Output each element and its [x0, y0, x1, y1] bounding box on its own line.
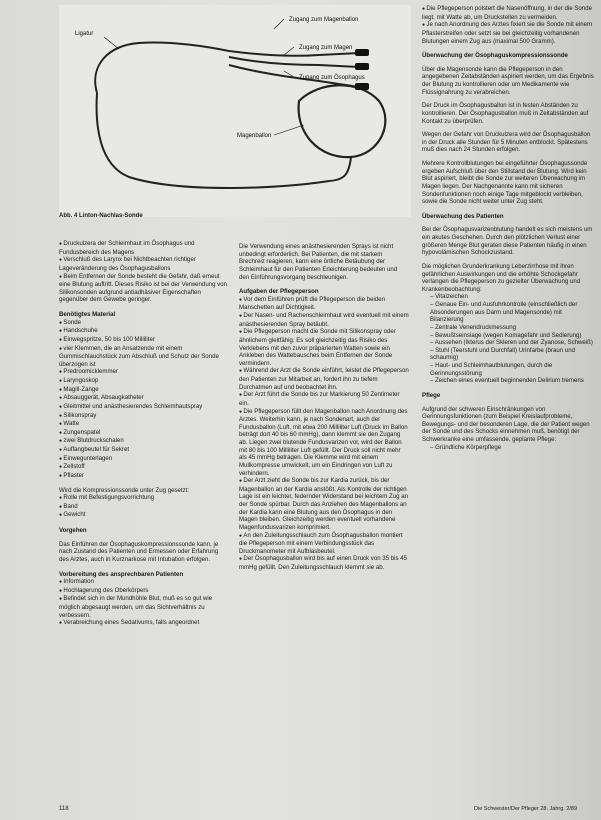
paragraph: Die möglichen Grunderkrankung Leberzirrhose mit ihren gefährlichen Auswirkungen und die erhöhte Schockgefahr verlangen die Pflegeperson zu gezielter Überwachung und Krankenbeobachtung:	[422, 262, 581, 293]
section-heading: Vorgehen	[59, 527, 87, 534]
bullet-item: ● Verschluß des Larynx bei Nichtbeachten richtiger Lageveränderung des Ösophagusballons	[59, 256, 229, 272]
bullet-item: ● Einwegunterlagen	[59, 455, 229, 464]
bullet-item: ● Absauggerät, Absaugkatheter	[59, 394, 229, 403]
bullet-item: ● vier Klemmen, die an Ansatzende mit einem Gummischlauchstück zum Abschluß und Schutz der Sonde überzogen ist	[59, 345, 229, 369]
bullet-item: ● Pflaster	[59, 472, 229, 481]
bullet-item: ● Band	[59, 503, 229, 512]
bullet-item: ● Einwegspritze, 50 bis 100 Milliliter	[59, 336, 229, 345]
bullet-item: ● zwei Blutdruckschalen	[59, 437, 229, 446]
paragraph: Das Einführen der Ösophaguskompressionssonde kann, je nach Zustand des Patienten und Ermessen oder Erfahrung des Arztes, auch in Kurznarkose mit Intubation erfolgen.	[59, 540, 219, 563]
dash-item: – Gründliche Körperpflege	[430, 443, 502, 451]
bullet-item: ● Zungenspatel	[59, 429, 229, 438]
label-ligatur: Ligatur	[75, 31, 94, 37]
bullet-item: ● Die Pflegeperson polstert die Nasenöffnung, in der die Sonde liegt, mit Watte ab, um Druckstellen zu vermeiden.	[422, 5, 596, 21]
dash-item: – Stuhl (Teerstuhl und Durchfall) Urinfarbe (braun und schaumig)	[430, 346, 575, 362]
bullet-item: ● Beim Entfernen der Sonde besteht die Gefahr, daß erneut eine Blutung auftritt. Dieses Risiko ist bei der Verwendung von Silikonsonden aufgrund antiadhäsiver Eigenschaften gegenüber dem Gewebe geringer.	[59, 273, 229, 305]
column-1-text	[59, 240, 229, 628]
figure-caption: Abb. 4 Linton-Nachlas-Sonde	[59, 213, 143, 219]
paragraph: Der Druck im Ösophagusballon ist in festen Abständen zu kontrollieren. Der Ösophagusballon muß in Zeitabständen auf Kontakt zu überprüfen.	[422, 102, 589, 125]
paragraph: Die Verwendung eines anästhesierenden Sprays ist nicht unbedingt erforderlich. Bei Patienten, die mit starkem Brechreiz reagieren, kann eine örtliche Betäubung der Schleimhaut für den Patienten Erleichterung bedeuten und den Einführungsvorgang beschleunigen.	[239, 243, 398, 281]
label-oesophagus-zugang: Zugang zum Ösophagus	[299, 75, 365, 81]
bullet-item: ● Der Nasen- und Rachenschleimhaut wird eventuell mit einem anästhesierenden Spray betäubt.	[239, 312, 409, 328]
dash-item: – Genaue Ein- und Ausfuhrkontrolle (einschließlich der Absonderungen aus Darm und Magensonde) mit Bilanzierung	[430, 301, 578, 324]
bullet-item: ● Befindet sich in der Mundhöhle Blut, muß es so gut wie möglich abgesaugt werden, um das Sichtverhältnis zu verbessern.	[59, 595, 229, 619]
bullet-item: ● Gewicht	[59, 511, 229, 520]
paragraph: Aufgrund der schweren Einschränkungen von Gerinnungsfunktionen (zum Beispiel Kreislaufprobleme, Bewegungs- und der besonderen Lage, die der Patient wegen der Sonde und des Schocks einnehmen muß, benötigt der Schwerkranke eine umfassende, geplante Pflege:	[422, 405, 590, 443]
column-3-text	[422, 5, 596, 451]
bullet-item: ● Druckulzera der Schleimhaut im Ösophagus und Fundusbereich des Magens	[59, 240, 229, 256]
bullet-item: ● Verabreichung eines Sedativums, falls angeordnet	[59, 619, 229, 628]
paragraph: Bei der Ösophagusvarizenblutung handelt es sich meistens um ein akutes Geschehen. Durch den plötzlichen Verlust einer größeren Menge Blut geraten diese Patienten häufig in einen hypovolämischen Schockzustand.	[422, 226, 593, 257]
dash-item: – Zentrale Venendruckmessung	[430, 323, 517, 331]
bullet-item: ● Auffangbeutel für Sekret	[59, 446, 229, 455]
figure-sonde	[59, 5, 411, 217]
section-heading: Überwachung der Ösophaguskompressionssonde	[422, 52, 568, 60]
bullet-item: ● Je nach Anordnung des Arztes fixiert sie die Sonde mit einem Pflasterstreifen oder setzt sie bei gleichzeitig vorhandenen Blutungen einem Zug aus (maximal 500 Gramm).	[422, 21, 596, 45]
dash-item: – Aussehen (Ikterus der Skleren und der Zyanose, Schweiß)	[430, 339, 593, 347]
section-heading: Überwachung des Patienten	[422, 212, 504, 220]
bullet-item: ● Predroomicklemmer	[59, 368, 229, 377]
bullet-item: ● Rolle mit Befestigungsvorrichtung	[59, 494, 229, 503]
paragraph: Wegen der Gefahr von Druckulzera wird der Ösophagusballon in der Druck alle Stunden für 5 Minuten entblockt. Spätestens muß dies nach 24 Stunden erfolgen.	[422, 131, 591, 154]
label-magenballon: Magenballon	[237, 133, 272, 139]
section-heading: Vorbereitung des ansprechbaren Patienten	[59, 570, 184, 578]
label-magen-zugang: Zugang zum Magen	[299, 45, 353, 51]
paragraph: Über die Magensonde kann die Pflegeperson in den angegebenen Zeitabständen aspiriert werden, um das Ergebnis der Blutung zu kontrollieren oder um Medikamente wie Flüssignahrung zu verabreichen.	[422, 65, 594, 96]
column-2-text	[239, 237, 409, 572]
bullet-item: ● Die Pflegeperson füllt den Magenballon nach Anordnung des Arztes. Weiterhin kann, je nach Sondenart, auch der Fundusballon (Luft, mit etwa 200 Milliliter Luft (Druck im Ballon beträgt dort 40 bis 60 mmHg), dann klemmt sie den Zugang ab. Liegen zwei blutende Fundusvarizen vor, wird der Ballon mit 80 bis 100 Milliliter Luft gefüllt. Der Druck soll nicht mehr als 45 mmHg betragen. Die Klemme wird mit einem Mullkompresse umwickelt, um ein Eindringen von Luft zu verhindern.	[239, 408, 409, 478]
bullet-item: ● Der Ösophagusballon wird bis auf einen Druck von 35 bis 45 mmHg gefüllt. Den Zuleitungsschlauch klemmt sie ab.	[239, 555, 409, 571]
paragraph: Mehrere Kontrollblutungen bei eingeführter Ösophagussonde ergeben Aufschluß über den Stillstand der Blutung. Wird kein Blut aspiriert, bleibt die Sonde zur weiteren Überwachung im Magen liegen. Der Nachgenannte kann mit sicheren Sondenfunktionen noch einige Tage mitgeblockt verbleiben, sowie die Sonde nicht weiter unter Zug steht.	[422, 160, 588, 206]
section-heading: Aufgaben der Pflegeperson	[239, 288, 319, 296]
dash-item: – Haut- und Schleimhautblutungen, durch die Gerinnungsstörung	[430, 362, 553, 377]
bullet-item: ● Sonde	[59, 319, 229, 328]
bullet-item: ● Während der Arzt die Sonde einführt, leistet die Pflegeperson den Patienten zur Mitarbeit an, fordert ihn zu tiefem Durchatmen auf und beobachtet ihn.	[239, 367, 409, 391]
bullet-item: ● Information	[59, 578, 229, 587]
dash-item: – Zeichen eines eventuell beginnenden Delirium tremens	[430, 377, 584, 385]
bullet-item: ● Vor dem Einführen prüft die Pflegeperson die beiden Manschetten auf Dichtigkeit.	[239, 296, 409, 312]
dash-item: – Bewußtseinslage (wegen Komagefahr und Sedierung)	[430, 331, 582, 339]
section-heading: Pflege	[422, 391, 441, 399]
bullet-item: ● Der Arzt führt die Sonde bis zur Markierung 50 Zentimeter ein.	[239, 391, 409, 407]
paragraph: Wird die Kompressionssonde unter Zug gesetzt:	[59, 486, 190, 494]
bullet-item: ● Magill-Zange	[59, 386, 229, 395]
dash-item: – Vitalzeichen	[430, 293, 468, 301]
bullet-item: ● Handschuhe	[59, 327, 229, 336]
bullet-item: ● Zellstoff	[59, 463, 229, 472]
bullet-item: ● Die Pflegeperson macht die Sonde mit Silikonspray oder ähnlichem gleitfähig. Es soll gleichzeitig das Risiko des Verklebens mit den zuvor präparierten Watten sowie ein Ankleben des Wattebausches beim Entfernen der Sonde vermindern.	[239, 328, 409, 367]
bullet-item: ● Hochlagerung des Oberkörpers	[59, 587, 229, 596]
bullet-item: ● Gleitmittel und anästhesierendes Schleimhautspray	[59, 403, 229, 412]
source-line: Die Schwester/Der Pfleger 28. Jahrg. 2/89	[474, 806, 578, 812]
bullet-item: ● Watte	[59, 420, 229, 429]
sonde-diagram	[59, 5, 411, 217]
bullet-item: ● An den Zuleitungsschlauch zum Ösophagusballon montiert die Pflegeperson mit einem Verbindungsstück das Druckmanometer mit Aufblasbeutel.	[239, 532, 409, 556]
bullet-item: ● Silikonspray	[59, 412, 229, 421]
page-number: 118	[59, 806, 69, 812]
bullet-item: ● Der Arzt zieht die Sonde bis zur Kardia zurück, bis der Magenballon an der Kardia anstößt. Als Kontrolle der richtigen Lage ist ein leichter, federnder Widerstand bei leichtem Zug an der Sonde spürbar. Durch das Anziehen des Magenballons an der Kardia kann eine Blutung aus den Ösophagus in den Magen bleiben. Gleichzeitig werden eventuell vorhandene Magenfundusvarizen komprimiert.	[239, 477, 409, 531]
section-heading: Benötigtes Material	[59, 311, 116, 318]
bullet-item: ● Laryngoskop	[59, 377, 229, 386]
label-magenballon-zugang: Zugang zum Magenballon	[289, 17, 359, 23]
